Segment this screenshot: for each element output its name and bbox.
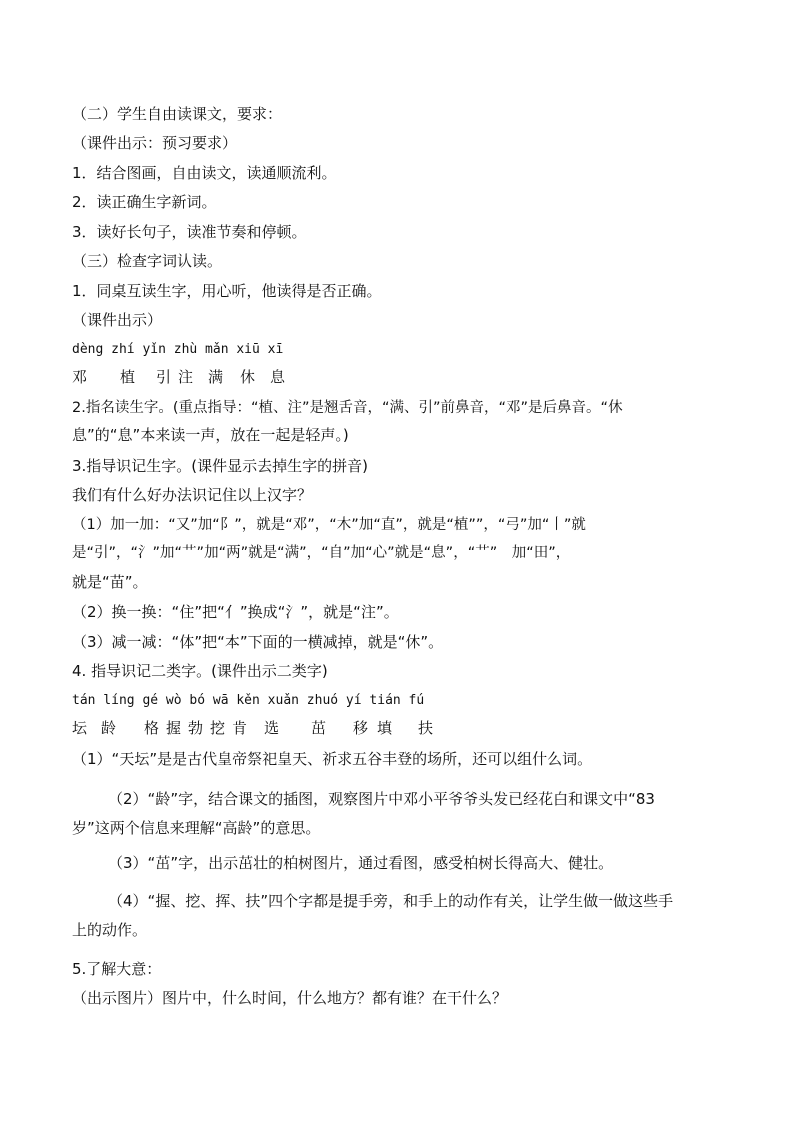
section-heading-2: （二）学生自由读课文，要求：: [72, 105, 283, 123]
requirement-2: 2．读正确生字新词。: [72, 193, 217, 211]
char: 移: [353, 719, 369, 737]
note-4-cont: 上的动作。: [72, 921, 148, 939]
step-1: 1．同桌互读生字，用心听，他读得是否正确。: [72, 282, 382, 300]
step-3: 3.指导识记生字。(课件显示去掉生字的拼音): [72, 457, 369, 475]
step-2-cont: 息”的“息”本来读一声，放在一起是轻声。): [72, 426, 349, 444]
method-subtract: （3）减一减：“体”把“本”下面的一横减掉，就是“休”。: [72, 633, 444, 651]
char: 选: [264, 719, 280, 737]
char: 邓: [72, 368, 88, 386]
note-2-cont: 岁”这两个信息来理解“高龄”的意思。: [72, 819, 321, 837]
method-add-cont: 是“引”，“氵”加“艹”加“两”就是“满”，“自”加“心”就是“息”，“艹” 加“田”，: [72, 545, 571, 561]
note-1: （1）“天坛”是是古代皇帝祭祀皇天、祈求五谷丰登的场所，还可以组什么词。: [72, 750, 593, 768]
char-row-1: [72, 366, 332, 388]
char: 休: [240, 368, 256, 386]
method-add-cont: 就是“苗”。: [72, 573, 148, 591]
char: 坛: [72, 719, 88, 737]
char: 扶: [418, 719, 434, 737]
char: 握: [166, 719, 182, 737]
char-row-2: [72, 717, 452, 739]
char: 满: [208, 368, 224, 386]
note-3: （3）“茁”字，出示茁壮的柏树图片，通过看图，感受柏树长得高大、健壮。: [108, 854, 614, 872]
courseware-note: （课件出示）: [72, 311, 163, 329]
char: 挖: [210, 719, 226, 737]
note-2: （2）“龄”字，结合课文的插图，观察图片中邓小平爷爷头发已经花白和课文中“83: [108, 790, 655, 808]
step-2: 2.指名读生字。(重点指导：“植、注”是翘舌音，“满、引”前鼻音，“邓”是后鼻音。“休: [72, 400, 623, 416]
char: 肯: [232, 719, 248, 737]
pinyin-row-1: dèng zhí yǐn zhù mǎn xiū xī: [72, 342, 284, 357]
pinyin-row-2: tán líng gé wò bó wā kěn xuǎn zhuó yí tián fú: [72, 693, 425, 708]
section-heading-3: （三）检查字词认读。: [72, 252, 223, 270]
char: 勃: [188, 719, 204, 737]
char: 植: [120, 368, 136, 386]
image-question: （出示图片）图片中，什么时间，什么地方？都有谁？在干什么？: [72, 989, 508, 1007]
char: 茁: [311, 719, 327, 737]
method-swap: （2）换一换：“住”把“亻”换成“氵”，就是“注”。: [72, 603, 399, 621]
step-5: 5.了解大意：: [72, 960, 162, 978]
char: 填: [377, 719, 393, 737]
char: 格: [144, 719, 160, 737]
requirement-1: 1．结合图画，自由读文，读通顺流利。: [72, 164, 337, 182]
char: 引: [156, 368, 172, 386]
question: 我们有什么好办法识记住以上汉字？: [72, 486, 313, 504]
char: 龄: [101, 719, 117, 737]
note-4: （4）“握、挖、挥、扶”四个字都是提手旁，和手上的动作有关，让学生做一做这些手: [108, 892, 674, 910]
char: 注: [178, 368, 194, 386]
method-add: （1）加一加：“又”加“阝”，就是“邓”，“木”加“直”，就是“植””，“弓”加“丨”就: [72, 517, 586, 533]
char: 息: [270, 368, 286, 386]
step-4: 4. 指导识记二类字。(课件出示二类字): [72, 662, 328, 680]
courseware-note: （课件出示：预习要求）: [72, 134, 238, 152]
requirement-3: 3．读好长句子，读准节奏和停顿。: [72, 223, 307, 241]
